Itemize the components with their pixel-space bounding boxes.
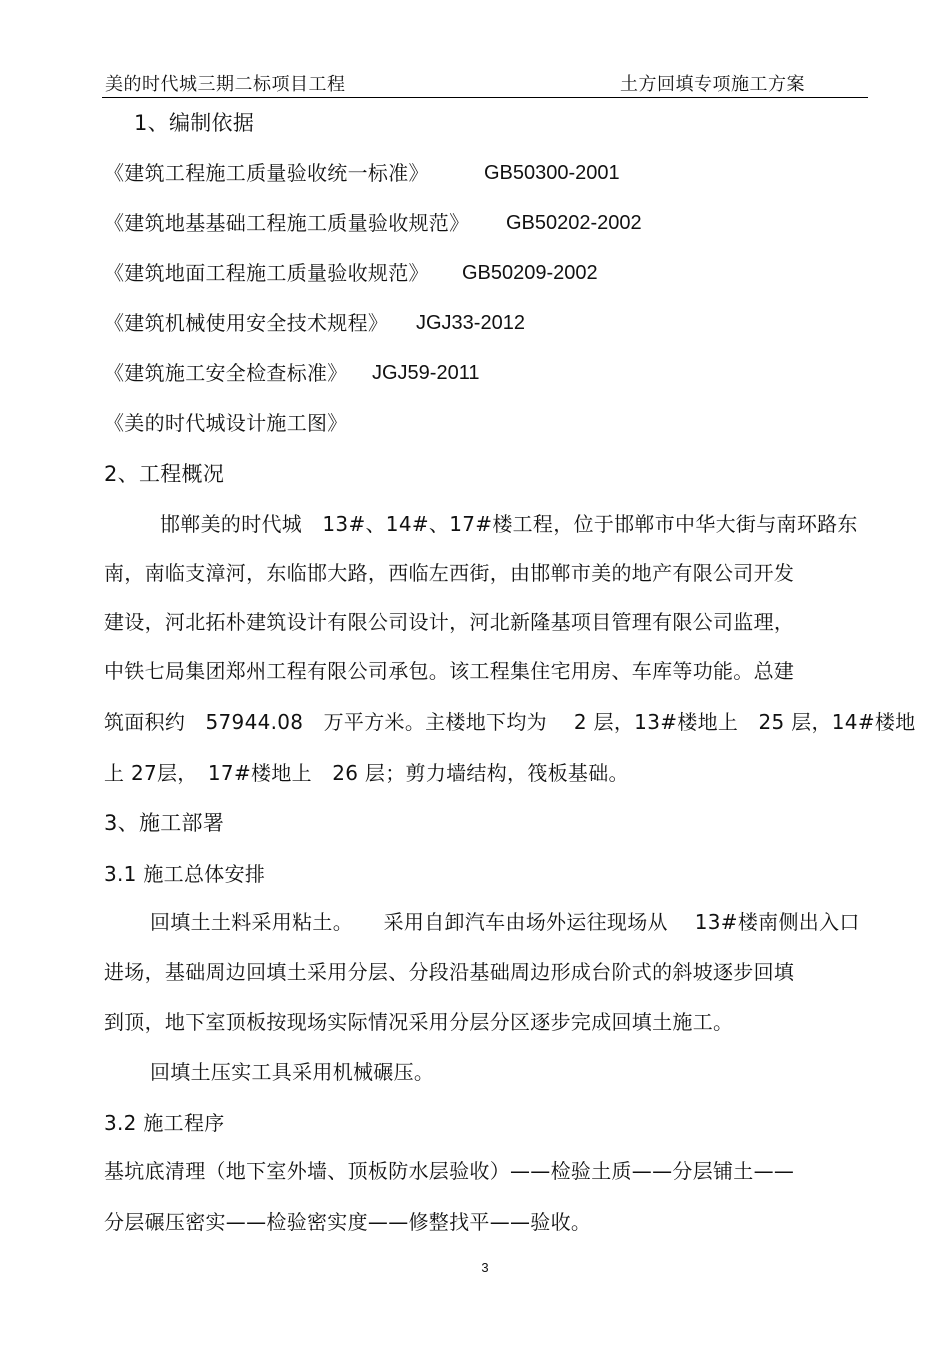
reference-title: 《建筑工程施工质量验收统一标准》 xyxy=(104,161,429,185)
paragraph-line: 到顶，地下室顶板按现场实际情况采用分层分区逐步完成回填土施工。 xyxy=(104,1010,734,1034)
paragraph-line: 邯郸美的时代城 13#、14#、17#楼工程，位于邯郸市中华大街与南环路东 xyxy=(160,512,858,536)
reference-code: GB50202-2002 xyxy=(506,212,642,234)
section-heading: 3、施工部署 xyxy=(104,811,225,835)
reference-title: 《建筑地面工程施工质量验收规范》 xyxy=(104,261,429,285)
reference-code: GB50209-2002 xyxy=(462,262,598,284)
reference-title: 《建筑机械使用安全技术规程》 xyxy=(104,311,389,335)
section-heading: 2、工程概况 xyxy=(104,462,225,486)
reference-code: JGJ59-2011 xyxy=(372,362,480,384)
reference-title: 《建筑地基基础工程施工质量验收规范》 xyxy=(104,211,470,235)
paragraph-line: 中铁七局集团郑州工程有限公司承包。该工程集住宅用房、车库等功能。总建 xyxy=(104,659,795,683)
paragraph-line: 南，南临支漳河，东临邯大路，西临左西街，由邯郸市美的地产有限公司开发 xyxy=(104,561,795,585)
subsection-heading: 3.2 施工程序 xyxy=(104,1111,225,1135)
paragraph-line: 分层碾压密实——检验密实度——修整找平——验收。 xyxy=(104,1210,592,1234)
reference-title: 《美的时代城设计施工图》 xyxy=(104,411,348,435)
paragraph-line: 回填土土料采用粘土。 采用自卸汽车由场外运往现场从 13#楼南侧出入口 xyxy=(150,910,860,934)
reference-code: GB50300-2001 xyxy=(484,162,620,184)
paragraph-line: 建设，河北拓朴建筑设计有限公司设计，河北新隆基项目管理有限公司监理， xyxy=(104,610,795,634)
header-document-title: 土方回填专项施工方案 xyxy=(620,74,805,95)
page-number: 3 xyxy=(481,1260,489,1275)
section-heading: 1、编制依据 xyxy=(134,111,255,135)
paragraph-line: 回填土压实工具采用机械碾压。 xyxy=(150,1060,435,1084)
header-project-name: 美的时代城三期二标项目工程 xyxy=(105,74,346,95)
reference-code: JGJ33-2012 xyxy=(416,312,525,334)
paragraph-line: 筑面积约 57944.08 万平方米。主楼地下均为 2 层，13#楼地上 25 层，14#楼地 xyxy=(104,710,916,734)
paragraph-line: 进场，基础周边回填土采用分层、分段沿基础周边形成台阶式的斜坡逐步回填 xyxy=(104,960,795,984)
subsection-heading: 3.1 施工总体安排 xyxy=(104,862,266,886)
paragraph-line: 基坑底清理（地下室外墙、顶板防水层验收）——检验土质——分层铺土—— xyxy=(104,1159,795,1183)
reference-title: 《建筑施工安全检查标准》 xyxy=(104,361,348,385)
header-divider xyxy=(102,97,868,98)
paragraph-line: 上 27层， 17#楼地上 26 层；剪力墙结构，筏板基础。 xyxy=(104,761,629,785)
